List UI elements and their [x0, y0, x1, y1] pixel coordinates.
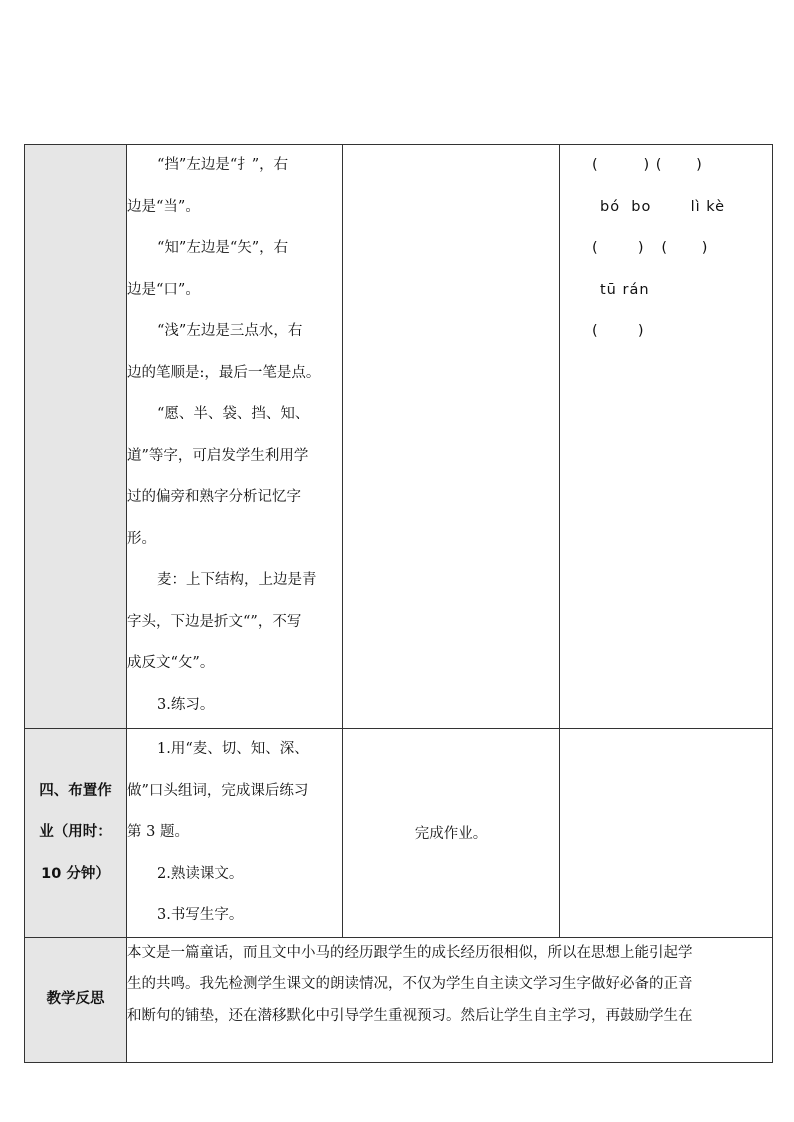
content-line: 道”等字，可启发学生利用学	[127, 447, 309, 464]
lesson-plan-table	[24, 144, 773, 1063]
reflection-line: 和断句的铺垫，还在潜移默化中引导学生重视预习。然后让学生自主学习，再鼓励学生在	[127, 1007, 693, 1024]
content-line: 字头，下边是折文“”，不写	[127, 613, 302, 630]
reflection-line: 本文是一篇童话，而且文中小马的经历跟学生的成长经历很相似，所以在思想上能引起学	[127, 944, 693, 961]
content-line: 边是“当”。	[127, 198, 200, 215]
table-row-reflection	[25, 937, 773, 1062]
reflection-content-cell	[127, 937, 773, 1062]
homework-content-cell	[127, 729, 343, 938]
student-activity-cell	[343, 729, 560, 938]
student-activity-cell-empty	[343, 145, 560, 729]
homework-line: 1.用“麦、切、知、深、	[157, 741, 309, 757]
table-row-homework	[25, 729, 773, 938]
homework-heading-line: 10 分钟）	[41, 865, 110, 882]
reflection-heading-cell	[25, 937, 127, 1062]
content-line: “愿、半、袋、挡、知、	[157, 406, 310, 422]
section-heading-cell-empty	[25, 145, 127, 729]
student-activity-text: 完成作业。	[414, 826, 488, 843]
homework-line: 做”口头组词，完成课后练习	[127, 782, 309, 799]
content-line: “浅”左边是三点水，右	[157, 323, 303, 339]
content-line: 形。	[127, 530, 156, 547]
homework-line: 2.熟读课文。	[157, 865, 244, 882]
content-line: “挡”左边是“扌”，右	[157, 157, 289, 173]
content-line: 3.练习。	[157, 696, 215, 713]
pinyin-blank-line: ( ) ( )	[592, 157, 703, 173]
homework-heading-cell	[25, 729, 127, 938]
content-line: 麦：上下结构，上边是青	[157, 572, 317, 588]
homework-line: 第 3 题。	[127, 824, 189, 840]
homework-line: 3.书写生字。	[157, 907, 244, 923]
reflection-line: 生的共鸣。我先检测学生课文的朗读情况，不仅为学生自主读文学习生字做好必备的正音	[127, 976, 693, 992]
table-row-continued	[25, 145, 773, 729]
homework-notes-cell-empty	[560, 729, 773, 938]
content-line: 边的笔顺是:，最后一笔是点。	[127, 364, 321, 381]
pinyin-exercise-cell	[560, 145, 773, 729]
pinyin-blank-line: ( ) ( )	[592, 240, 709, 256]
pinyin-blank-line: ( )	[592, 323, 645, 339]
pinyin-line: bó bo lì kè	[600, 198, 726, 215]
homework-heading-line: 业（用时：	[39, 824, 112, 840]
teacher-content-cell	[127, 145, 343, 729]
reflection-heading: 教学反思	[46, 990, 105, 1007]
content-line: 过的偏旁和熟字分析记忆字	[127, 489, 301, 505]
content-line: “知”左边是“矢”，右	[157, 240, 289, 256]
content-line: 边是“口”。	[127, 281, 200, 298]
content-line: 成反文“攵”。	[127, 655, 215, 671]
homework-heading-line: 四、布置作	[39, 782, 112, 799]
pinyin-line: tū rán	[600, 281, 650, 298]
